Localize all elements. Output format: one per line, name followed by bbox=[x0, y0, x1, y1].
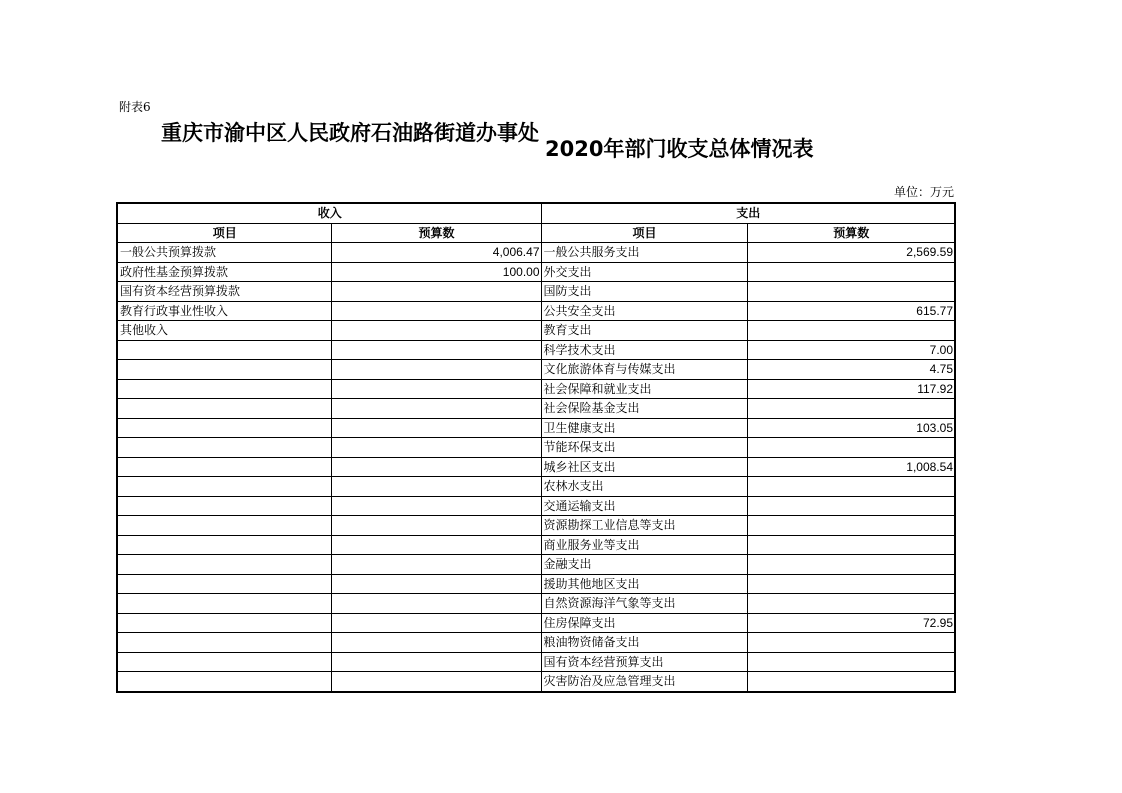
expense-amount-cell bbox=[747, 399, 955, 419]
table-row bbox=[117, 574, 955, 594]
table-row bbox=[117, 555, 955, 575]
income-amount-cell bbox=[331, 399, 541, 419]
expense-amount-cell: 4.75 bbox=[747, 360, 955, 380]
income-amount-cell bbox=[331, 457, 541, 477]
table-row bbox=[117, 496, 955, 516]
page-title-part1: 重庆市渝中区人民政府石油路街道办事处 bbox=[161, 121, 539, 145]
income-item-cell bbox=[117, 574, 331, 594]
income-amount-cell bbox=[331, 516, 541, 536]
income-section-header: 收入 bbox=[117, 203, 541, 223]
income-item-cell bbox=[117, 613, 331, 633]
table-row bbox=[117, 535, 955, 555]
expense-item-cell: 一般公共服务支出 bbox=[541, 243, 747, 263]
income-item-cell bbox=[117, 633, 331, 653]
expense-item-cell: 社会保障和就业支出 bbox=[541, 379, 747, 399]
income-item-cell bbox=[117, 516, 331, 536]
expense-amount-cell bbox=[747, 652, 955, 672]
table-row bbox=[117, 516, 955, 536]
income-item-cell: 教育行政事业性收入 bbox=[117, 301, 331, 321]
expense-amount-cell: 103.05 bbox=[747, 418, 955, 438]
expense-item-column-header: 项目 bbox=[541, 223, 747, 243]
unit-label: 单位：万元 bbox=[893, 185, 954, 199]
income-item-cell bbox=[117, 438, 331, 458]
table-row bbox=[117, 399, 955, 419]
table-row bbox=[117, 418, 955, 438]
expense-item-cell: 教育支出 bbox=[541, 321, 747, 341]
table-column-header-row bbox=[117, 223, 955, 243]
income-amount-cell: 100.00 bbox=[331, 262, 541, 282]
expense-section-header: 支出 bbox=[541, 203, 955, 223]
income-item-cell: 政府性基金预算拨款 bbox=[117, 262, 331, 282]
income-amount-cell bbox=[331, 574, 541, 594]
expense-item-cell: 国有资本经营预算支出 bbox=[541, 652, 747, 672]
income-amount-cell bbox=[331, 418, 541, 438]
expense-item-cell: 外交支出 bbox=[541, 262, 747, 282]
income-amount-cell bbox=[331, 555, 541, 575]
income-item-cell bbox=[117, 496, 331, 516]
income-item-cell: 国有资本经营预算拨款 bbox=[117, 282, 331, 302]
table-row bbox=[117, 477, 955, 497]
income-item-cell bbox=[117, 418, 331, 438]
table-row bbox=[117, 672, 955, 692]
table-row bbox=[117, 594, 955, 614]
income-amount-cell bbox=[331, 340, 541, 360]
expense-amount-cell bbox=[747, 555, 955, 575]
expense-item-cell: 金融支出 bbox=[541, 555, 747, 575]
income-item-cell bbox=[117, 555, 331, 575]
expense-item-cell: 住房保障支出 bbox=[541, 613, 747, 633]
income-item-cell bbox=[117, 399, 331, 419]
page-title-part2: 2020年部门收支总体情况表 bbox=[545, 137, 814, 161]
table-row bbox=[117, 652, 955, 672]
table-row bbox=[117, 438, 955, 458]
expense-amount-cell: 117.92 bbox=[747, 379, 955, 399]
expense-amount-cell bbox=[747, 438, 955, 458]
income-item-cell: 其他收入 bbox=[117, 321, 331, 341]
income-amount-cell bbox=[331, 301, 541, 321]
expense-item-cell: 科学技术支出 bbox=[541, 340, 747, 360]
table-section-header-row bbox=[117, 203, 955, 223]
expense-amount-cell bbox=[747, 594, 955, 614]
expense-item-cell: 国防支出 bbox=[541, 282, 747, 302]
expense-item-cell: 社会保险基金支出 bbox=[541, 399, 747, 419]
table-row bbox=[117, 613, 955, 633]
income-amount-cell bbox=[331, 496, 541, 516]
income-item-cell bbox=[117, 535, 331, 555]
income-item-cell bbox=[117, 457, 331, 477]
income-item-cell bbox=[117, 477, 331, 497]
expense-item-cell: 农林水支出 bbox=[541, 477, 747, 497]
income-amount-cell bbox=[331, 672, 541, 692]
income-amount-cell bbox=[331, 535, 541, 555]
expense-amount-cell bbox=[747, 516, 955, 536]
expense-item-cell: 商业服务业等支出 bbox=[541, 535, 747, 555]
expense-amount-cell bbox=[747, 282, 955, 302]
expense-amount-cell: 1,008.54 bbox=[747, 457, 955, 477]
budget-table bbox=[116, 202, 956, 693]
table-row bbox=[117, 321, 955, 341]
expense-amount-cell bbox=[747, 535, 955, 555]
expense-item-cell: 卫生健康支出 bbox=[541, 418, 747, 438]
income-amount-cell bbox=[331, 594, 541, 614]
income-amount-cell bbox=[331, 321, 541, 341]
income-amount-cell bbox=[331, 360, 541, 380]
income-item-cell bbox=[117, 379, 331, 399]
income-budget-column-header: 预算数 bbox=[331, 223, 541, 243]
table-row bbox=[117, 282, 955, 302]
income-item-cell bbox=[117, 672, 331, 692]
income-amount-cell bbox=[331, 282, 541, 302]
expense-amount-cell bbox=[747, 496, 955, 516]
table-row bbox=[117, 301, 955, 321]
expense-amount-cell: 7.00 bbox=[747, 340, 955, 360]
expense-item-cell: 文化旅游体育与传媒支出 bbox=[541, 360, 747, 380]
expense-item-cell: 援助其他地区支出 bbox=[541, 574, 747, 594]
expense-item-cell: 资源勘探工业信息等支出 bbox=[541, 516, 747, 536]
table-row bbox=[117, 262, 955, 282]
table-row bbox=[117, 243, 955, 263]
expense-item-cell: 公共安全支出 bbox=[541, 301, 747, 321]
expense-amount-cell bbox=[747, 672, 955, 692]
income-amount-cell bbox=[331, 633, 541, 653]
expense-item-cell: 节能环保支出 bbox=[541, 438, 747, 458]
table-row bbox=[117, 360, 955, 380]
expense-item-cell: 交通运输支出 bbox=[541, 496, 747, 516]
expense-amount-cell: 615.77 bbox=[747, 301, 955, 321]
expense-amount-cell bbox=[747, 477, 955, 497]
income-item-cell bbox=[117, 340, 331, 360]
income-amount-cell: 4,006.47 bbox=[331, 243, 541, 263]
income-item-cell bbox=[117, 360, 331, 380]
income-amount-cell bbox=[331, 438, 541, 458]
table-row bbox=[117, 633, 955, 653]
income-amount-cell bbox=[331, 652, 541, 672]
expense-budget-column-header: 预算数 bbox=[747, 223, 955, 243]
attachment-label: 附表6 bbox=[119, 100, 151, 114]
income-item-column-header: 项目 bbox=[117, 223, 331, 243]
expense-item-cell: 灾害防治及应急管理支出 bbox=[541, 672, 747, 692]
income-amount-cell bbox=[331, 477, 541, 497]
income-item-cell bbox=[117, 594, 331, 614]
expense-amount-cell: 72.95 bbox=[747, 613, 955, 633]
expense-amount-cell bbox=[747, 262, 955, 282]
expense-amount-cell: 2,569.59 bbox=[747, 243, 955, 263]
expense-amount-cell bbox=[747, 633, 955, 653]
income-item-cell bbox=[117, 652, 331, 672]
expense-item-cell: 城乡社区支出 bbox=[541, 457, 747, 477]
income-amount-cell bbox=[331, 379, 541, 399]
expense-item-cell: 粮油物资储备支出 bbox=[541, 633, 747, 653]
table-row bbox=[117, 340, 955, 360]
income-item-cell: 一般公共预算拨款 bbox=[117, 243, 331, 263]
expense-amount-cell bbox=[747, 321, 955, 341]
expense-amount-cell bbox=[747, 574, 955, 594]
income-amount-cell bbox=[331, 613, 541, 633]
expense-item-cell: 自然资源海洋气象等支出 bbox=[541, 594, 747, 614]
table-row bbox=[117, 457, 955, 477]
table-row bbox=[117, 379, 955, 399]
